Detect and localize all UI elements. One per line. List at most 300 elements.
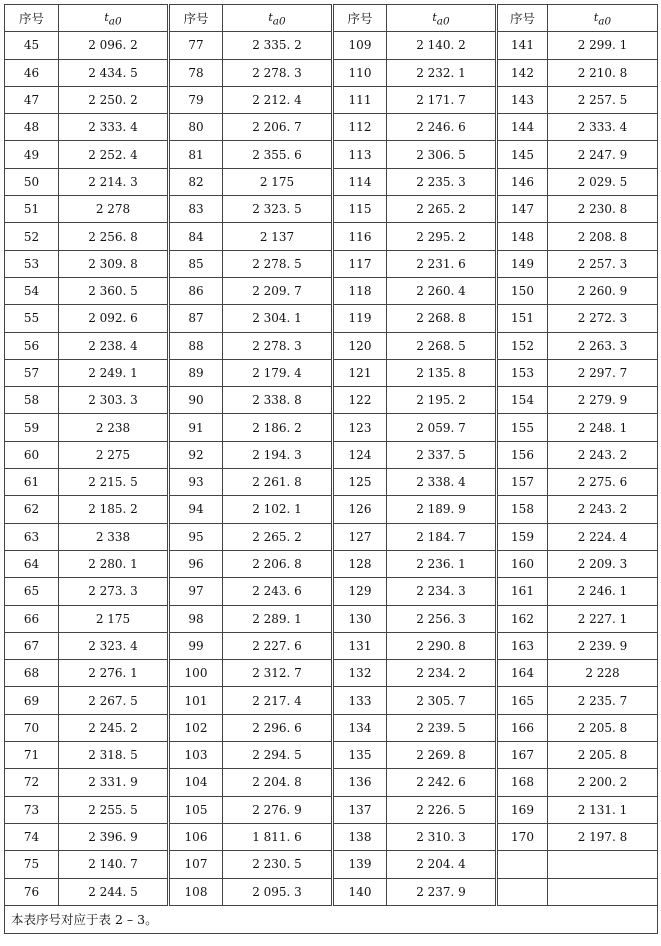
table-row xyxy=(5,660,658,687)
index-cell: 94 xyxy=(169,496,223,523)
table-row xyxy=(5,196,658,223)
table-row xyxy=(5,578,658,605)
value-cell: 2 212. 4 xyxy=(223,86,333,113)
value-cell: 2 310. 3 xyxy=(387,823,497,850)
index-cell: 147 xyxy=(497,196,548,223)
value-cell: 2 243. 2 xyxy=(548,496,658,523)
value-cell: 2 267. 5 xyxy=(59,687,169,714)
value-cell: 2 247. 9 xyxy=(548,141,658,168)
index-cell: 138 xyxy=(333,823,387,850)
value-cell: 2 278 xyxy=(59,196,169,223)
index-cell: 133 xyxy=(333,687,387,714)
table-row xyxy=(5,223,658,250)
value-cell: 2 205. 8 xyxy=(548,714,658,741)
value-cell: 2 214. 3 xyxy=(59,168,169,195)
index-cell: 160 xyxy=(497,550,548,577)
value-cell: 2 290. 8 xyxy=(387,632,497,659)
value-cell: 2 197. 8 xyxy=(548,823,658,850)
value-cell: 2 208. 8 xyxy=(548,223,658,250)
index-cell: 130 xyxy=(333,605,387,632)
value-cell: 2 234. 2 xyxy=(387,660,497,687)
index-cell: 103 xyxy=(169,742,223,769)
table-row xyxy=(5,632,658,659)
index-cell: 142 xyxy=(497,59,548,86)
value-cell: 2 323. 4 xyxy=(59,632,169,659)
value-cell: 2 237. 9 xyxy=(387,878,497,905)
index-cell: 131 xyxy=(333,632,387,659)
table-row xyxy=(5,387,658,414)
index-cell: 137 xyxy=(333,796,387,823)
index-cell: 84 xyxy=(169,223,223,250)
value-cell: 2 305. 7 xyxy=(387,687,497,714)
value-cell: 2 246. 1 xyxy=(548,578,658,605)
index-cell: 135 xyxy=(333,742,387,769)
index-cell: 56 xyxy=(5,332,59,359)
index-cell: 129 xyxy=(333,578,387,605)
value-cell: 2 184. 7 xyxy=(387,523,497,550)
index-cell: 153 xyxy=(497,359,548,386)
index-cell: 81 xyxy=(169,141,223,168)
value-cell: 2 338. 4 xyxy=(387,469,497,496)
index-cell: 161 xyxy=(497,578,548,605)
index-cell: 105 xyxy=(169,796,223,823)
value-cell: 2 261. 8 xyxy=(223,469,333,496)
value-cell: 2 312. 7 xyxy=(223,660,333,687)
value-cell: 2 186. 2 xyxy=(223,414,333,441)
value-cell: 2 299. 1 xyxy=(548,32,658,59)
value-cell: 2 185. 2 xyxy=(59,496,169,523)
value-cell: 2 333. 4 xyxy=(59,114,169,141)
value-cell: 2 224. 4 xyxy=(548,523,658,550)
value-cell: 2 179. 4 xyxy=(223,359,333,386)
value-cell: 2 243. 2 xyxy=(548,441,658,468)
table-body xyxy=(5,32,658,906)
index-cell: 170 xyxy=(497,823,548,850)
column-header-value xyxy=(223,5,333,32)
index-cell: 163 xyxy=(497,632,548,659)
index-cell: 157 xyxy=(497,469,548,496)
index-cell: 143 xyxy=(497,86,548,113)
index-cell: 99 xyxy=(169,632,223,659)
column-header-index: 序号 xyxy=(497,5,548,32)
value-cell: 2 256. 3 xyxy=(387,605,497,632)
value-cell: 2 338. 8 xyxy=(223,387,333,414)
table-row xyxy=(5,86,658,113)
index-cell: 79 xyxy=(169,86,223,113)
index-cell: 165 xyxy=(497,687,548,714)
index-cell: 164 xyxy=(497,660,548,687)
value-cell: 2 309. 8 xyxy=(59,250,169,277)
value-cell: 2 248. 1 xyxy=(548,414,658,441)
index-cell: 123 xyxy=(333,414,387,441)
table-row xyxy=(5,359,658,386)
index-cell: 59 xyxy=(5,414,59,441)
value-cell: 2 228 xyxy=(548,660,658,687)
index-cell: 108 xyxy=(169,878,223,905)
value-cell: 2 276. 1 xyxy=(59,660,169,687)
value-cell: 2 304. 1 xyxy=(223,305,333,332)
index-cell: 107 xyxy=(169,851,223,878)
value-cell: 2 204. 4 xyxy=(387,851,497,878)
index-cell: 100 xyxy=(169,660,223,687)
value-cell: 2 260. 9 xyxy=(548,277,658,304)
value-symbol: t xyxy=(593,10,599,24)
index-cell: 95 xyxy=(169,523,223,550)
index-cell: 80 xyxy=(169,114,223,141)
index-cell: 169 xyxy=(497,796,548,823)
index-cell: 151 xyxy=(497,305,548,332)
index-cell: 65 xyxy=(5,578,59,605)
index-cell: 119 xyxy=(333,305,387,332)
index-cell: 77 xyxy=(169,32,223,59)
index-cell: 85 xyxy=(169,250,223,277)
index-cell: 51 xyxy=(5,196,59,223)
value-cell: 2 303. 3 xyxy=(59,387,169,414)
value-cell: 2 249. 1 xyxy=(59,359,169,386)
index-cell: 104 xyxy=(169,769,223,796)
value-subscript: a0 xyxy=(272,15,286,28)
table-row xyxy=(5,769,658,796)
value-cell: 2 268. 8 xyxy=(387,305,497,332)
value-cell: 2 200. 2 xyxy=(548,769,658,796)
value-cell: 2 265. 2 xyxy=(387,196,497,223)
table-row xyxy=(5,469,658,496)
index-cell: 102 xyxy=(169,714,223,741)
index-cell: 96 xyxy=(169,550,223,577)
value-cell: 2 209. 7 xyxy=(223,277,333,304)
table-row xyxy=(5,441,658,468)
table-row xyxy=(5,851,658,878)
table-header-row xyxy=(5,5,658,32)
index-cell: 60 xyxy=(5,441,59,468)
index-cell: 136 xyxy=(333,769,387,796)
value-cell: 1 811. 6 xyxy=(223,823,333,850)
index-cell: 93 xyxy=(169,469,223,496)
index-cell: 168 xyxy=(497,769,548,796)
value-cell: 2 206. 7 xyxy=(223,114,333,141)
value-cell: 2 263. 3 xyxy=(548,332,658,359)
table-footnote: 本表序号对应于表 2 – 3。 xyxy=(5,905,658,933)
value-subscript: a0 xyxy=(108,15,122,28)
index-cell: 55 xyxy=(5,305,59,332)
index-cell: 89 xyxy=(169,359,223,386)
table-row xyxy=(5,742,658,769)
index-cell: 150 xyxy=(497,277,548,304)
value-cell: 2 210. 8 xyxy=(548,59,658,86)
value-cell: 2 095. 3 xyxy=(223,878,333,905)
index-cell: 140 xyxy=(333,878,387,905)
index-cell: 141 xyxy=(497,32,548,59)
index-cell: 50 xyxy=(5,168,59,195)
index-cell: 115 xyxy=(333,196,387,223)
index-cell: 122 xyxy=(333,387,387,414)
index-cell: 113 xyxy=(333,141,387,168)
index-cell: 125 xyxy=(333,469,387,496)
value-cell: 2 189. 9 xyxy=(387,496,497,523)
value-cell: 2 257. 3 xyxy=(548,250,658,277)
table-row xyxy=(5,141,658,168)
value-cell: 2 131. 1 xyxy=(548,796,658,823)
index-cell: 167 xyxy=(497,742,548,769)
column-header-index: 序号 xyxy=(5,5,59,32)
index-cell: 162 xyxy=(497,605,548,632)
column-header-index: 序号 xyxy=(333,5,387,32)
index-cell: 88 xyxy=(169,332,223,359)
index-cell: 92 xyxy=(169,441,223,468)
value-cell: 2 245. 2 xyxy=(59,714,169,741)
index-cell: 106 xyxy=(169,823,223,850)
footnote-row xyxy=(5,905,658,933)
column-header-value xyxy=(387,5,497,32)
index-cell: 78 xyxy=(169,59,223,86)
index-cell: 109 xyxy=(333,32,387,59)
value-cell: 2 096. 2 xyxy=(59,32,169,59)
value-cell: 2 273. 3 xyxy=(59,578,169,605)
index-cell: 97 xyxy=(169,578,223,605)
value-cell: 2 275 xyxy=(59,441,169,468)
value-cell: 2 337. 5 xyxy=(387,441,497,468)
value-cell: 2 296. 6 xyxy=(223,714,333,741)
index-cell: 54 xyxy=(5,277,59,304)
value-cell: 2 396. 9 xyxy=(59,823,169,850)
index-cell: 128 xyxy=(333,550,387,577)
table-row xyxy=(5,305,658,332)
value-symbol: t xyxy=(432,10,437,24)
index-cell: 82 xyxy=(169,168,223,195)
index-cell: 132 xyxy=(333,660,387,687)
value-cell: 2 215. 5 xyxy=(59,469,169,496)
index-cell: 110 xyxy=(333,59,387,86)
value-cell: 2 355. 6 xyxy=(223,141,333,168)
index-cell: 66 xyxy=(5,605,59,632)
index-cell: 52 xyxy=(5,223,59,250)
table-row xyxy=(5,550,658,577)
value-cell: 2 256. 8 xyxy=(59,223,169,250)
value-cell: 2 294. 5 xyxy=(223,742,333,769)
index-cell: 139 xyxy=(333,851,387,878)
index-cell: 101 xyxy=(169,687,223,714)
index-cell: 156 xyxy=(497,441,548,468)
index-cell: 48 xyxy=(5,114,59,141)
index-cell: 126 xyxy=(333,496,387,523)
index-cell: 70 xyxy=(5,714,59,741)
index-cell: 144 xyxy=(497,114,548,141)
value-cell: 2 335. 2 xyxy=(223,32,333,59)
value-cell: 2 279. 9 xyxy=(548,387,658,414)
index-cell: 120 xyxy=(333,332,387,359)
value-cell xyxy=(548,851,658,878)
index-cell: 68 xyxy=(5,660,59,687)
value-cell: 2 175 xyxy=(59,605,169,632)
value-cell: 2 137 xyxy=(223,223,333,250)
value-cell: 2 226. 5 xyxy=(387,796,497,823)
index-cell: 49 xyxy=(5,141,59,168)
index-cell: 83 xyxy=(169,196,223,223)
value-cell: 2 275. 6 xyxy=(548,469,658,496)
table-row xyxy=(5,796,658,823)
value-cell: 2 244. 5 xyxy=(59,878,169,905)
column-header-index: 序号 xyxy=(169,5,223,32)
value-cell: 2 239. 5 xyxy=(387,714,497,741)
index-cell: 61 xyxy=(5,469,59,496)
value-cell: 2 252. 4 xyxy=(59,141,169,168)
value-cell: 2 278. 5 xyxy=(223,250,333,277)
value-cell: 2 278. 3 xyxy=(223,332,333,359)
value-subscript: a0 xyxy=(436,15,450,28)
value-symbol: t xyxy=(104,10,109,24)
value-cell: 2 289. 1 xyxy=(223,605,333,632)
value-cell: 2 295. 2 xyxy=(387,223,497,250)
index-cell: 76 xyxy=(5,878,59,905)
value-symbol: t xyxy=(268,10,273,24)
value-cell: 2 257. 5 xyxy=(548,86,658,113)
value-cell: 2 280. 1 xyxy=(59,550,169,577)
index-cell: 145 xyxy=(497,141,548,168)
table-row xyxy=(5,878,658,905)
value-cell: 2 135. 8 xyxy=(387,359,497,386)
value-cell: 2 238 xyxy=(59,414,169,441)
index-cell: 72 xyxy=(5,769,59,796)
index-cell: 124 xyxy=(333,441,387,468)
value-cell: 2 278. 3 xyxy=(223,59,333,86)
value-cell: 2 323. 5 xyxy=(223,196,333,223)
value-cell: 2 140. 2 xyxy=(387,32,497,59)
value-cell: 2 242. 6 xyxy=(387,769,497,796)
table-row xyxy=(5,168,658,195)
value-cell: 2 227. 1 xyxy=(548,605,658,632)
column-header-value xyxy=(548,5,658,32)
index-cell: 127 xyxy=(333,523,387,550)
value-cell: 2 239. 9 xyxy=(548,632,658,659)
value-cell: 2 246. 6 xyxy=(387,114,497,141)
index-cell: 114 xyxy=(333,168,387,195)
table-row xyxy=(5,114,658,141)
value-cell: 2 236. 1 xyxy=(387,550,497,577)
index-cell: 64 xyxy=(5,550,59,577)
table-row xyxy=(5,714,658,741)
table-row xyxy=(5,414,658,441)
index-cell: 63 xyxy=(5,523,59,550)
value-cell: 2 255. 5 xyxy=(59,796,169,823)
value-cell: 2 059. 7 xyxy=(387,414,497,441)
value-cell: 2 250. 2 xyxy=(59,86,169,113)
value-cell: 2 235. 3 xyxy=(387,168,497,195)
value-cell: 2 276. 9 xyxy=(223,796,333,823)
value-cell: 2 235. 7 xyxy=(548,687,658,714)
table-row xyxy=(5,250,658,277)
value-cell: 2 209. 3 xyxy=(548,550,658,577)
value-cell: 2 238. 4 xyxy=(59,332,169,359)
index-cell: 67 xyxy=(5,632,59,659)
index-cell: 166 xyxy=(497,714,548,741)
value-cell: 2 217. 4 xyxy=(223,687,333,714)
index-cell xyxy=(497,878,548,905)
value-cell: 2 227. 6 xyxy=(223,632,333,659)
value-cell: 2 272. 3 xyxy=(548,305,658,332)
index-cell: 90 xyxy=(169,387,223,414)
index-cell: 146 xyxy=(497,168,548,195)
table-row xyxy=(5,687,658,714)
index-cell: 62 xyxy=(5,496,59,523)
value-cell: 2 231. 6 xyxy=(387,250,497,277)
value-cell: 2 265. 2 xyxy=(223,523,333,550)
index-cell: 154 xyxy=(497,387,548,414)
table-row xyxy=(5,277,658,304)
index-cell: 158 xyxy=(497,496,548,523)
index-cell: 57 xyxy=(5,359,59,386)
index-cell: 152 xyxy=(497,332,548,359)
index-cell: 98 xyxy=(169,605,223,632)
index-cell: 116 xyxy=(333,223,387,250)
value-cell: 2 230. 5 xyxy=(223,851,333,878)
index-cell xyxy=(497,851,548,878)
table-row xyxy=(5,605,658,632)
table-row xyxy=(5,32,658,59)
index-cell: 155 xyxy=(497,414,548,441)
index-cell: 87 xyxy=(169,305,223,332)
value-cell: 2 234. 3 xyxy=(387,578,497,605)
table-row xyxy=(5,332,658,359)
value-cell: 2 204. 8 xyxy=(223,769,333,796)
value-cell: 2 360. 5 xyxy=(59,277,169,304)
index-cell: 58 xyxy=(5,387,59,414)
index-cell: 75 xyxy=(5,851,59,878)
table-row xyxy=(5,523,658,550)
value-cell: 2 195. 2 xyxy=(387,387,497,414)
value-cell: 2 230. 8 xyxy=(548,196,658,223)
index-cell: 112 xyxy=(333,114,387,141)
value-cell: 2 260. 4 xyxy=(387,277,497,304)
index-cell: 73 xyxy=(5,796,59,823)
value-cell: 2 434. 5 xyxy=(59,59,169,86)
value-cell: 2 092. 6 xyxy=(59,305,169,332)
value-cell: 2 205. 8 xyxy=(548,742,658,769)
index-cell: 74 xyxy=(5,823,59,850)
index-cell: 69 xyxy=(5,687,59,714)
value-cell: 2 206. 8 xyxy=(223,550,333,577)
value-cell: 2 297. 7 xyxy=(548,359,658,386)
value-cell: 2 102. 1 xyxy=(223,496,333,523)
value-cell: 2 333. 4 xyxy=(548,114,658,141)
value-cell xyxy=(548,878,658,905)
value-cell: 2 331. 9 xyxy=(59,769,169,796)
index-cell: 86 xyxy=(169,277,223,304)
value-cell: 2 306. 5 xyxy=(387,141,497,168)
column-header-value xyxy=(59,5,169,32)
data-table xyxy=(4,4,658,934)
index-cell: 118 xyxy=(333,277,387,304)
index-cell: 45 xyxy=(5,32,59,59)
index-cell: 148 xyxy=(497,223,548,250)
table-row xyxy=(5,823,658,850)
index-cell: 46 xyxy=(5,59,59,86)
value-subscript: a0 xyxy=(598,15,612,28)
index-cell: 111 xyxy=(333,86,387,113)
value-cell: 2 029. 5 xyxy=(548,168,658,195)
value-cell: 2 318. 5 xyxy=(59,742,169,769)
index-cell: 134 xyxy=(333,714,387,741)
index-cell: 71 xyxy=(5,742,59,769)
value-cell: 2 232. 1 xyxy=(387,59,497,86)
index-cell: 117 xyxy=(333,250,387,277)
value-cell: 2 171. 7 xyxy=(387,86,497,113)
index-cell: 121 xyxy=(333,359,387,386)
index-cell: 91 xyxy=(169,414,223,441)
value-cell: 2 140. 7 xyxy=(59,851,169,878)
table-row xyxy=(5,59,658,86)
index-cell: 53 xyxy=(5,250,59,277)
value-cell: 2 338 xyxy=(59,523,169,550)
